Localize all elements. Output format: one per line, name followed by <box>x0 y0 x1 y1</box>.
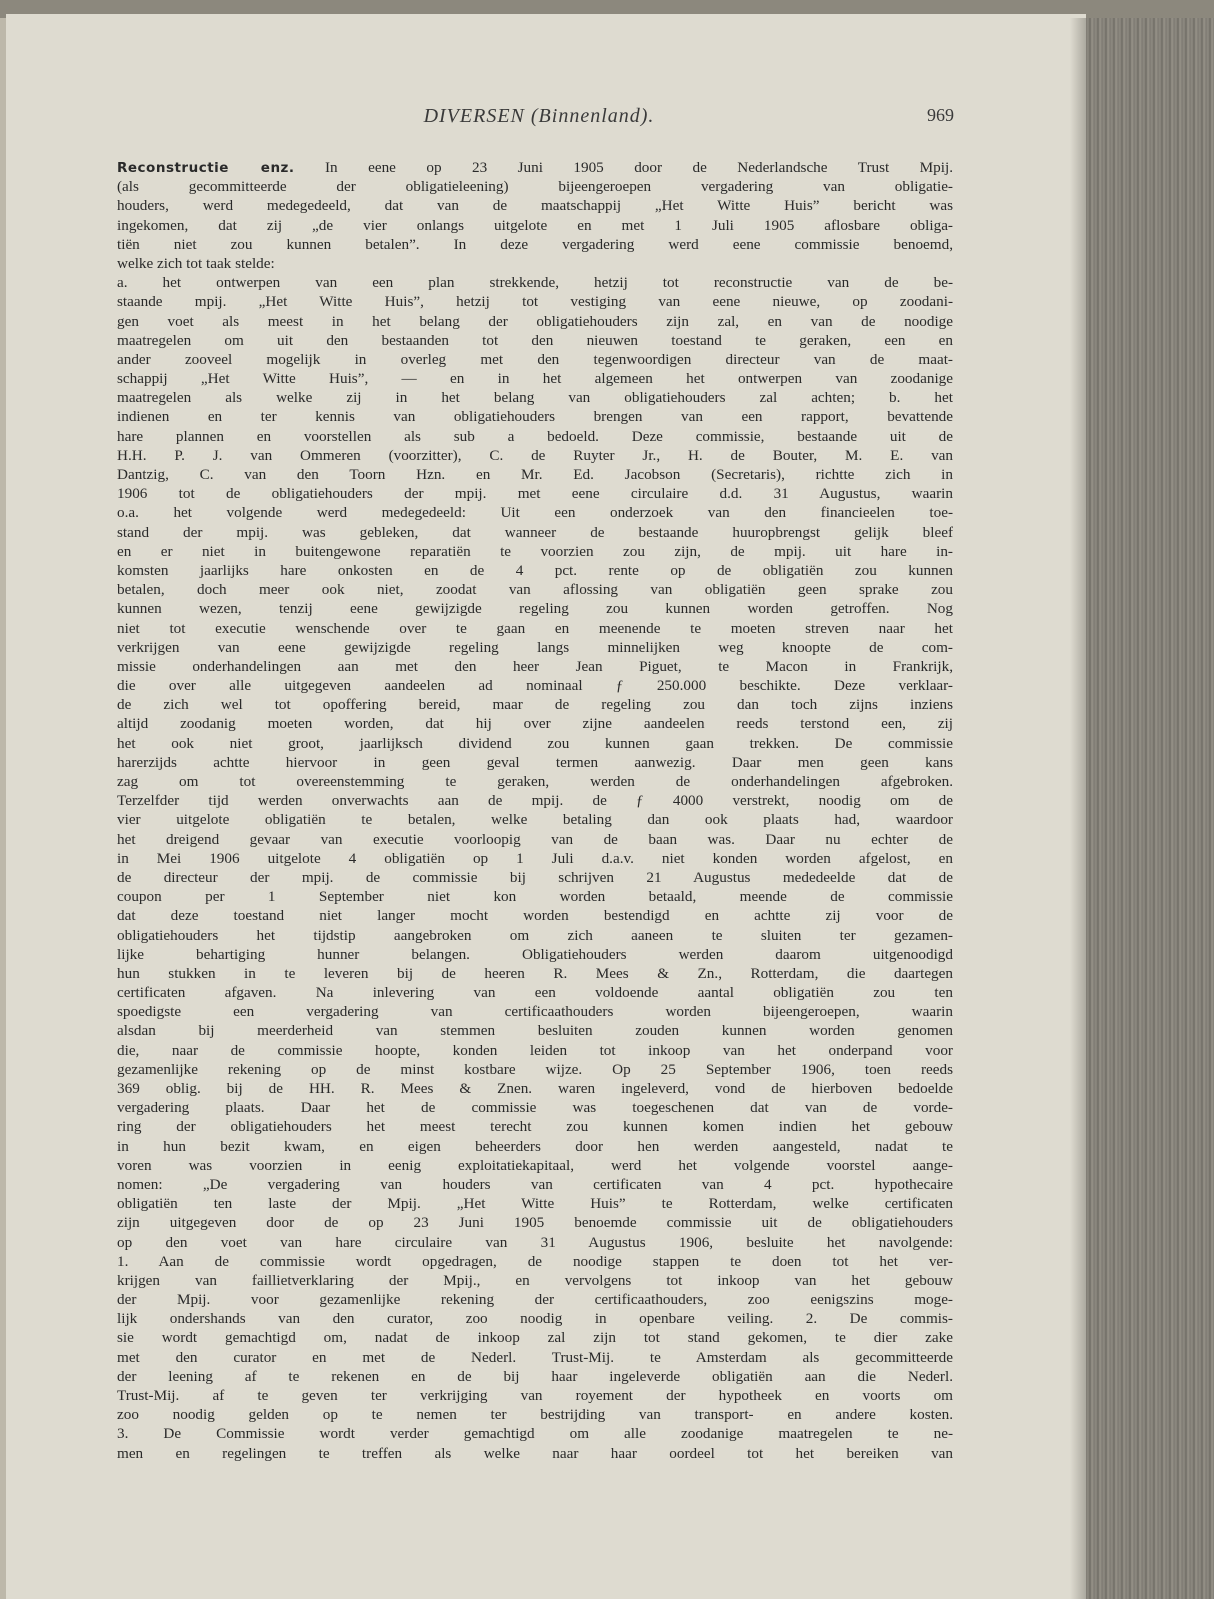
text-line: het dreigend gevaar van executie voorloopig van de baan was. Daar nu echter de <box>117 830 953 848</box>
text-line: en er niet in buitengewone reparatiën te voorzien zou zijn, de mpij. uit hare in- <box>117 542 953 560</box>
text-line: Terzelfder tijd werden onverwachts aan de mpij. de ƒ 4000 verstrekt, noodig om de <box>117 792 953 810</box>
text-line: obligatiehouders het tijdstip aangebroken om zich aaneen te sluiten ter gezamen- <box>117 926 953 944</box>
text-line: ring der obligatiehouders het meest terecht zou kunnen komen indien het gebouw <box>117 1118 953 1136</box>
text-line: o.a. het volgende werd medegedeeld: Uit een onderzoek van den financieelen toe- <box>117 504 953 522</box>
text-line: het ook niet groot, jaarlijksch dividend zou kunnen gaan trekken. De commissie <box>117 734 953 752</box>
text-line-content: In eene op 23 Juni 1905 door de Nederlandsche Trust Mpij. <box>294 159 953 176</box>
text-line: gen voet als meest in het belang der obligatiehouders zijn zal, en van de noodige <box>117 312 953 330</box>
text-line: lijk ondershands van den curator, zoo noodig in openbare veiling. 2. De commis- <box>117 1310 953 1328</box>
text-line: die, naar de commissie hoopte, konden leiden tot inkoop van het onderpand voor <box>117 1041 953 1059</box>
section-heading: Reconstructie enz. <box>117 160 295 176</box>
text-line: 3. De Commissie wordt verder gemachtigd om alle zoodanige maatregelen te ne- <box>117 1425 953 1443</box>
page-number: 969 <box>927 105 954 125</box>
text-line: zijn uitgegeven door de op 23 Juni 1905 benoemde commissie uit de obligatiehouders <box>117 1214 953 1232</box>
text-line: zoo noodig gelden op te nemen ter bestrijding van transport- en andere kosten. <box>117 1406 953 1424</box>
text-line: der leening af te rekenen en de bij haar ingeleverde obligatiën aan die Nederl. <box>117 1367 953 1385</box>
text-line: de directeur der mpij. de commissie bij schrijven 21 Augustus mededeelde dat de <box>117 868 953 886</box>
text-line: ander zooveel mogelijk in overleg met den tegenwoordigen directeur van de maat- <box>117 350 953 368</box>
text-line: altijd zoodanig moeten worden, dat hij over zijne aandeelen reeds terstond een, zij <box>117 715 953 733</box>
text-line: tiën niet zou kunnen betalen”. In deze vergadering werd eene commissie benoemd, <box>117 235 953 253</box>
text-line: gezamenlijke rekening op de minst kostbare wijze. Op 25 September 1906, toen reeds <box>117 1060 953 1078</box>
text-line: vergadering plaats. Daar het de commissie was toegeschenen dat van de vorde- <box>117 1099 953 1117</box>
text-line: kunnen wezen, tenzij eene gewijzigde regeling zou kunnen worden getroffen. Nog <box>117 600 953 618</box>
text-line: dat deze toestand niet langer mocht worden bestendigd en achtte zij voor de <box>117 907 953 925</box>
text-line: op den voet van hare circulaire van 31 Augustus 1906, besluite het navolgende: <box>117 1233 953 1251</box>
text-line: men en regelingen te treffen als welke naar haar oordeel tot het bereiken van <box>117 1444 953 1462</box>
text-line: die over alle uitgegeven aandeelen ad nominaal ƒ 250.000 beschikte. Deze verklaar- <box>117 677 953 695</box>
book-page-edges <box>1086 18 1214 1599</box>
text-line: maatregelen als welke zij in het belang van obligatiehouders zal achten; b. het <box>117 389 953 407</box>
text-line: certificaten afgaven. Na inlevering van een voldoende aantal obligatiën zou ten <box>117 984 953 1002</box>
text-line: a. het ontwerpen van een plan strekkende, hetzij tot reconstructie van de be- <box>117 274 953 292</box>
text-line: voren was voorzien in eenig exploitatiekapitaal, werd het volgende voorstel aange- <box>117 1156 953 1174</box>
text-line: verkrijgen van eene gewijzigde regeling langs minnelijken weg knoopte de com- <box>117 638 953 656</box>
text-line: krijgen van faillietverklaring der Mpij., en vervolgens tot inkoop van het gebouw <box>117 1271 953 1289</box>
text-line: spoedigste een vergadering van certificaathouders worden bijeengeroepen, waarin <box>117 1003 953 1021</box>
text-line: hun stukken in te leveren bij de heeren R. Mees & Zn., Rotterdam, die daartegen <box>117 964 953 982</box>
text-line: maatregelen om uit den bestaanden tot den nieuwen toestand te geraken, een en <box>117 331 953 349</box>
text-line: in hun bezit kwam, en eigen beheerders door hen werden aangesteld, nadat te <box>117 1137 953 1155</box>
text-line: ingekomen, dat zij „de vier onlangs uitgelote en met 1 Juli 1905 aflosbare obliga- <box>117 216 953 234</box>
text-line: missie onderhandelingen aan met den heer Jean Piguet, te Macon in Frankrijk, <box>117 657 953 675</box>
text-line: 1. Aan de commissie wordt opgedragen, de noodige stappen te doen tot het ver- <box>117 1252 953 1270</box>
text-line: houders, werd medegedeeld, dat van de maatschappij „Het Witte Huis” bericht was <box>117 197 953 215</box>
text-line: harerzijds achtte hiervoor in geen geval termen aanwezig. Daar men geen kans <box>117 753 953 771</box>
text-line: schappij „Het Witte Huis”, — en in het algemeen het ontwerpen van zoodanige <box>117 370 953 388</box>
text-line: 369 oblig. bij de HH. R. Mees & Znen. waren ingeleverd, vond de hierboven bedoelde <box>117 1080 953 1097</box>
text-line: H.H. P. J. van Ommeren (voorzitter), C. de Ruyter Jr., H. de Bouter, M. E. van <box>117 446 953 464</box>
page-header <box>124 105 954 131</box>
article-body <box>117 158 953 1463</box>
text-line: Dantzig, C. van den Toorn Hzn. en Mr. Ed. Jacobson (Secretaris), richtte zich in <box>117 466 953 483</box>
running-title: DIVERSEN (Binnenland). <box>423 105 655 127</box>
text-line: stand der mpij. was gebleken, dat wanneer de bestaande huuropbrengst gelijk bleef <box>117 523 953 541</box>
text-line: sie wordt gemachtigd om, nadat de inkoop zal zijn tot stand gekomen, te dier zake <box>117 1329 953 1347</box>
text-line: zag om tot overeenstemming te geraken, werden de onderhandelingen afgebroken. <box>117 773 953 790</box>
text-line: met den curator en met de Nederl. Trust-Mij. te Amsterdam als gecommitteerde <box>117 1348 953 1366</box>
text-line: alsdan bij meerderheid van stemmen besluiten zouden kunnen worden genomen <box>117 1022 953 1040</box>
text-line: 1906 tot de obligatiehouders der mpij. met eene circulaire d.d. 31 Augustus, waarin <box>117 485 953 503</box>
text-line: indienen en ter kennis van obligatiehouders brengen van een rapport, bevattende <box>117 408 953 426</box>
text-line: in Mei 1906 uitgelote 4 obligatiën op 1 Juli d.a.v. niet konden worden afgelost, en <box>117 849 953 867</box>
text-line: nomen: „De vergadering van houders van certificaten van 4 pct. hypothecaire <box>117 1175 953 1193</box>
text-line: obligatiën ten laste der Mpij. „Het Witte Huis” te Rotterdam, welke certificaten <box>117 1195 953 1213</box>
text-line: welke zich tot taak stelde: <box>117 254 275 272</box>
text-line: (als gecommitteerde der obligatieleening) bijeengeroepen vergadering van obligatie- <box>117 178 953 196</box>
text-line: komsten jaarlijks hare onkosten en de 4 pct. rente op de obligatiën zou kunnen <box>117 561 953 579</box>
text-line: de zich wel tot opoffering bereid, maar de regeling zou dan toch zijns inziens <box>117 696 953 714</box>
text-line: lijke behartiging hunner belangen. Obligatiehouders werden daarom uitgenoodigd <box>117 945 953 963</box>
text-line: staande mpij. „Het Witte Huis”, hetzij tot vestiging van eene nieuwe, op zoodani- <box>117 293 953 311</box>
text-line: coupon per 1 September niet kon worden betaald, meende de commissie <box>117 888 953 906</box>
text-line: hare plannen en voorstellen als sub a bedoeld. Deze commissie, bestaande uit de <box>117 427 953 445</box>
text-line: niet tot executie wenschende over te gaan en meenende te moeten streven naar het <box>117 619 953 637</box>
text-line: vier uitgelote obligatiën te betalen, welke betaling dan ook plaats had, waardoor <box>117 811 953 829</box>
text-line <box>117 158 953 177</box>
text-line: Trust-Mij. af te geven ter verkrijging van royement der hypotheek en voorts om <box>117 1387 953 1404</box>
text-line: betalen, doch meer ook niet, zoodat van aflossing van obligatiën geen sprake zou <box>117 581 953 599</box>
text-line: der Mpij. voor gezamenlijke rekening der certificaathouders, zoo eenigszins moge- <box>117 1291 953 1309</box>
